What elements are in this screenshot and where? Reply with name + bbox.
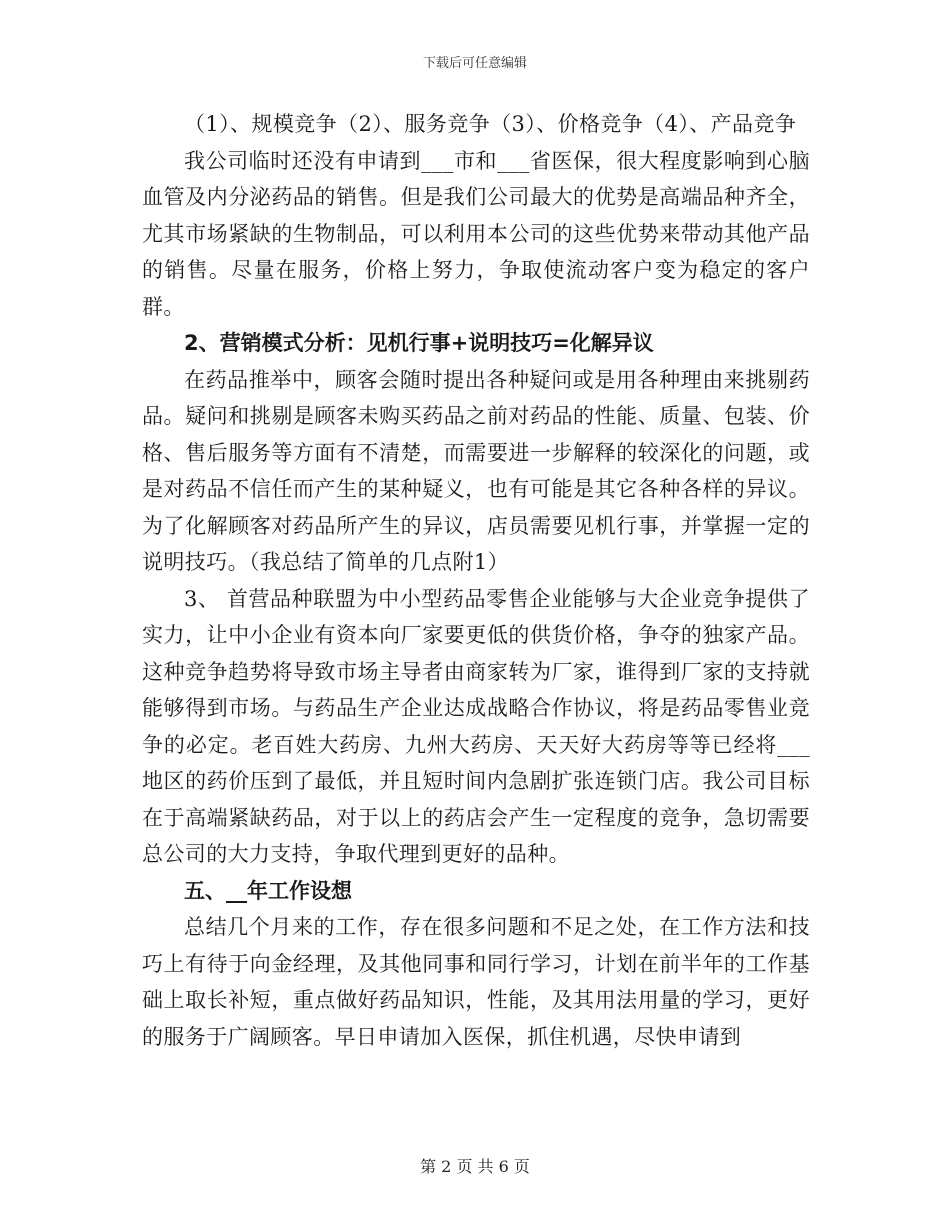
paragraph-company-advantage: 我公司临时还没有申请到___市和___省医保，很大程度影响到心脑血管及内分泌药品的销售。但是我们公司最大的优势是高端品种齐全，尤其市场紧缺的生物制品，可以利用本公司的这些优势来带动其他产品的销售。尽量在服务，价格上努力，争取使流动客户变为稳定的客户群。 xyxy=(142,148,810,319)
document-body xyxy=(142,106,810,1055)
paragraph-objection-handling: 在药品推举中，顾客会随时提出各种疑问或是用各种理由来挑剔药品。疑问和挑剔是顾客未购买药品之前对药品的性能、质量、包装、价格、售后服务等方面有不清楚，而需要进一步解释的较深化的问题，或是对药品不信任而产生的某种疑义，也有可能是其它各种各样的异议。为了化解顾客对药品所产生的异议，店员需要见机行事，并掌握一定的说明技巧。（我总结了简单的几点附1） xyxy=(142,367,810,574)
paragraph-work-summary: 总结几个月来的工作，存在很多问题和不足之处，在工作方法和技巧上有待于向金经理，及其他同事和同行学习，计划在前半年的工作基础上取长补短，重点做好药品知识，性能，及其用法用量的学习，更好的服务于广阔顾客。早日申请加入医保，抓住机遇，尽快申请到 xyxy=(142,915,810,1049)
heading-work-plan: 五、__年工作设想 xyxy=(184,878,352,903)
heading-marketing-analysis: 2、营销模式分析：见机行事+说明技巧=化解异议 xyxy=(184,331,654,355)
paragraph-alliance: 3、 首营品种联盟为中小型药品零售企业能够与大企业竞争提供了实力，让中小企业有资本向厂家要更低的供货价格，争夺的独家产品。这种竞争趋势将导致市场主导者由商家转为厂家，谁得到厂家的支持就能够得到市场。与药品生产企业达成战略合作协议，将是药品零售业竞争的必定。老百姓大药房、九州大药房、天天好大药房等等已经将___地区的药价压到了最低，并且短时间内急剧扩张连锁门店。我公司目标在于高端紧缺药品，对于以上的药店会产生一定程度的竞争，急切需要总公司的大力支持，争取代理到更好的品种。 xyxy=(142,586,810,866)
page-header: 下载后可任意编辑 xyxy=(422,56,527,71)
page-footer: 第 2 页 共 6 页 xyxy=(420,1157,530,1176)
paragraph-competition-types: （1）、规模竞争（2）、服务竞争（3）、价格竞争（4）、产品竞争 xyxy=(184,112,797,136)
